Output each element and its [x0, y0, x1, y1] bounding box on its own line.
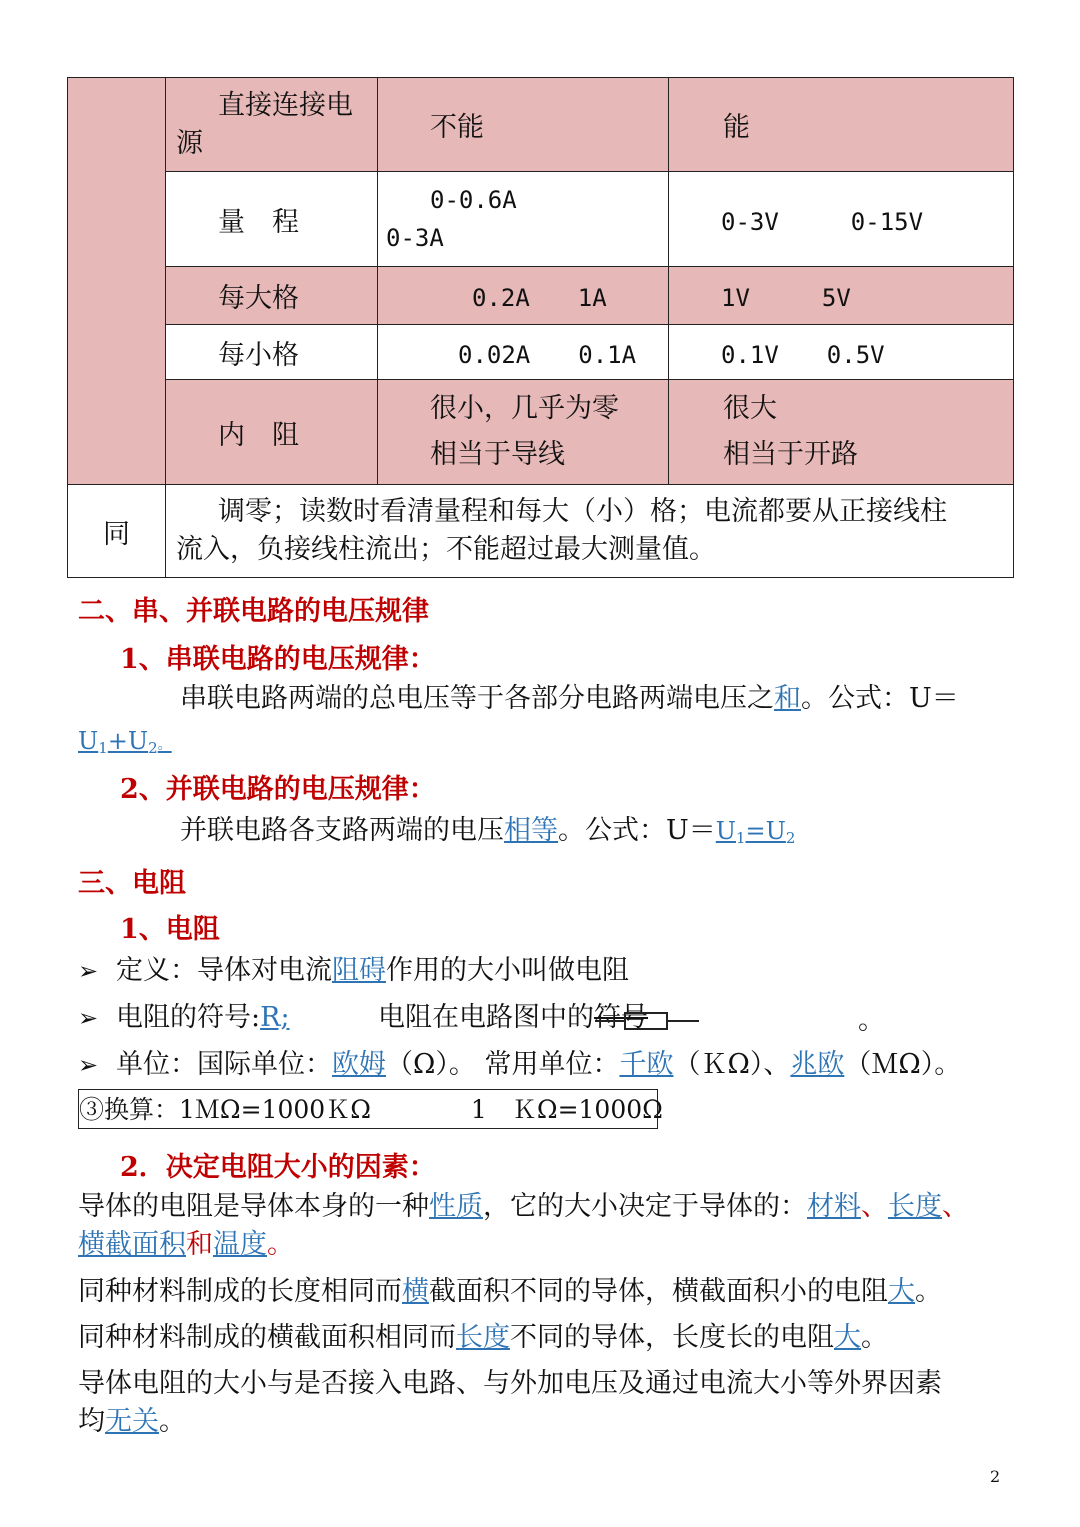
cell-value: 0-3V 0-15V [721, 207, 924, 236]
same-text-line: 调零；读数时看清量程和每大（小）格；电流都要从正接线柱 [218, 496, 947, 527]
cell-value: 相当于导线 [430, 439, 565, 470]
conversion-text: ③换算：1ＭΩ=1000ＫΩ 1 ＫΩ=1000Ω [79, 1095, 663, 1124]
same-text-line: 流入，负接线柱流出；不能超过最大测量值。 [176, 534, 716, 565]
answer-blank: 横截面积 [78, 1229, 186, 1260]
unit-line [116, 1046, 961, 1084]
same-label: 同 [103, 518, 130, 550]
text: 和 [186, 1229, 213, 1260]
text: 。 [858, 1005, 885, 1036]
text: 单位：国际单位： [116, 1049, 332, 1080]
text: =U [745, 817, 786, 845]
cell-value: 很小，几乎为零 [430, 393, 619, 424]
text: 、 [942, 1191, 969, 1222]
ammeter-cell [378, 267, 669, 325]
row-label-cell [166, 267, 378, 325]
factors-paragraph-line2 [78, 1226, 294, 1264]
subscript: 1 [98, 739, 108, 757]
row-label-cell [166, 172, 378, 267]
table-row [68, 380, 1014, 485]
text: 定义：导体对电流 [116, 955, 332, 986]
answer-blank: 无关 [105, 1406, 159, 1437]
voltmeter-cell [669, 172, 1014, 267]
text: 均 [78, 1406, 105, 1437]
cell-value: 1V 5V [721, 284, 851, 312]
definition-line [116, 952, 629, 990]
text: 、 [861, 1191, 888, 1222]
cell-value: 相当于开路 [723, 439, 858, 470]
answer-blank: 性质 [429, 1191, 483, 1222]
table-row [68, 325, 1014, 380]
voltmeter-cell [669, 380, 1014, 485]
row-group-label-cell [68, 78, 166, 485]
answer-blank: 欧姆 [332, 1049, 386, 1080]
struck-text: 符号 [594, 1002, 648, 1033]
text: 串联电路两端的总电压等于各部分电路两端电压之 [180, 683, 774, 714]
cell-value: 0-0.6A [430, 186, 517, 214]
text: 不同的导体，长度长的电阻 [510, 1322, 834, 1353]
bullet-icon: ➢ [78, 1004, 99, 1032]
text: 截面积不同的导体，横截面积小的电阻 [429, 1276, 888, 1307]
cell-value: 0-3A [386, 224, 444, 252]
subsection-title: 1、电阻 [120, 914, 220, 945]
cross-section-rule [78, 1273, 942, 1311]
meter-comparison-table [67, 77, 1014, 578]
answer-blank: 大 [888, 1276, 915, 1307]
row-label: 内 阻 [218, 419, 299, 451]
answer-blank: 大 [834, 1322, 861, 1353]
text: 。 [861, 1322, 888, 1353]
symbol-line [116, 999, 290, 1037]
text: 导体的电阻是导体本身的一种 [78, 1191, 429, 1222]
answer-blank: 阻碍 [332, 955, 386, 986]
answer-blank: 长度 [888, 1191, 942, 1222]
cell-value: 0.1V 0.5V [721, 340, 885, 369]
cell-value: 很大 [723, 393, 777, 424]
answer-blank: 兆欧 [790, 1049, 845, 1080]
resistor-symbol-icon [595, 1008, 705, 1034]
text: 电阻在电路图中的 [378, 1002, 594, 1033]
text: 。 [267, 1229, 294, 1260]
text: 。 [915, 1276, 942, 1307]
subscript: 2 [785, 829, 796, 847]
text: U [715, 817, 736, 845]
text: （ＭΩ）。 [844, 1049, 962, 1080]
row-label: 每小格 [218, 339, 299, 371]
text: 。 [159, 1406, 186, 1437]
text: （ＫΩ）、 [673, 1049, 791, 1080]
external-factors-rule-line2 [78, 1403, 186, 1441]
answer-blank: 千欧 [619, 1049, 674, 1080]
text: U [78, 727, 99, 755]
parallel-formula [716, 817, 796, 845]
row-label-cell [166, 380, 378, 485]
text: 同种材料制成的横截面积相同而 [78, 1322, 456, 1353]
table-row [68, 78, 1014, 172]
row-label-cell [166, 78, 378, 172]
subscript: 2 [148, 739, 158, 757]
same-label-cell [68, 485, 166, 578]
subsection-title: 1、串联电路的电压规律： [120, 644, 436, 675]
section-title: 三、电阻 [78, 868, 186, 899]
text: 。 [157, 737, 172, 753]
external-factors-rule: 导体电阻的大小与是否接入电路、与外加电压及通过电流大小等外界因素 [78, 1368, 942, 1399]
text: 。公式：U＝ [558, 815, 716, 846]
cell-value: 0.2A 1A [472, 284, 607, 312]
text: ，它的大小决定于导体的： [483, 1191, 807, 1222]
row-label: 直接连接电 [218, 89, 353, 121]
ammeter-cell [378, 172, 669, 267]
ammeter-cell [378, 380, 669, 485]
ammeter-cell [378, 325, 669, 380]
table-row [68, 172, 1014, 267]
cell-value: 0.02A 0.1A [458, 340, 637, 369]
text: +U [107, 727, 149, 755]
page-number: 2 [990, 1467, 1001, 1486]
answer-blank: 材料 [807, 1191, 861, 1222]
text: 并联电路各支路两端的电压 [180, 815, 504, 846]
answer-blank: 温度 [213, 1229, 267, 1260]
answer-blank: R; [260, 1002, 290, 1033]
text: 。公式：U＝ [801, 683, 959, 714]
series-rule [180, 680, 959, 718]
subscript: 1 [736, 829, 746, 847]
row-label-cell [166, 325, 378, 380]
parallel-rule [180, 812, 795, 857]
text: 同种材料制成的长度相同而 [78, 1276, 402, 1307]
series-formula [78, 722, 172, 767]
subsection-title: 2、并联电路的电压规律： [120, 774, 436, 805]
row-label: 源 [176, 127, 203, 159]
same-text-cell [166, 485, 1014, 578]
voltmeter-cell [669, 267, 1014, 325]
cell-value: 能 [723, 112, 750, 143]
voltmeter-cell [669, 325, 1014, 380]
table-row [68, 267, 1014, 325]
table-row [68, 485, 1014, 578]
bullet-icon: ➢ [78, 1051, 99, 1079]
text: （Ω）。 常用单位： [386, 1049, 620, 1080]
text: 电阻的符号: [116, 1002, 261, 1033]
conversion-box [78, 1089, 663, 1129]
cell-value: 不能 [430, 112, 484, 143]
answer-blank: 和 [774, 683, 801, 714]
row-label: 量 程 [218, 206, 299, 238]
bullet-icon: ➢ [78, 957, 99, 985]
length-rule [78, 1319, 888, 1357]
answer-blank: 长度 [456, 1322, 510, 1353]
ammeter-cell [378, 78, 669, 172]
row-label: 每大格 [218, 283, 299, 314]
subsection-title: 2．决定电阻大小的因素： [120, 1152, 436, 1183]
section-title: 二、串、并联电路的电压规律 [78, 596, 429, 627]
answer-blank: 横 [402, 1276, 429, 1307]
answer-blank: 相等 [504, 815, 558, 846]
voltmeter-cell [669, 78, 1014, 172]
text: 作用的大小叫做电阻 [386, 955, 629, 986]
factors-paragraph [78, 1188, 969, 1226]
